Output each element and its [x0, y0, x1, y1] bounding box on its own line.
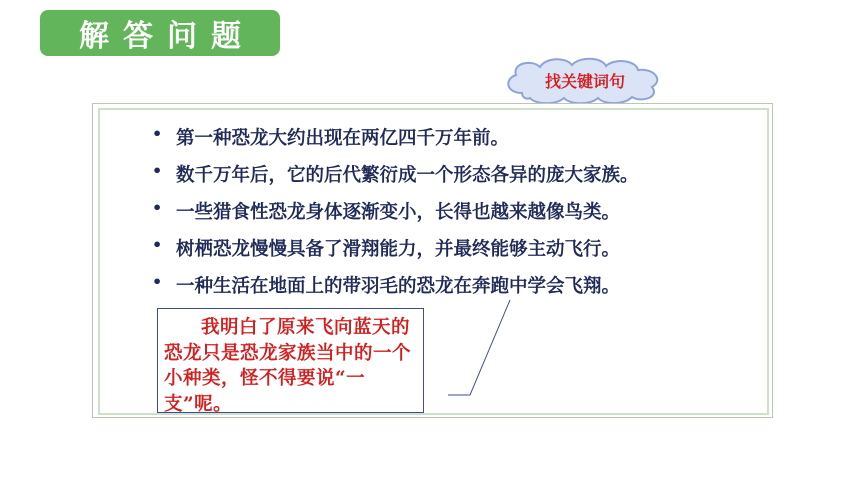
bullet-dot-icon: • [152, 272, 163, 291]
section-title: 解答问题 [79, 19, 255, 54]
bullet-dot-icon: • [152, 124, 163, 143]
bullet-dot-icon: • [152, 161, 163, 180]
sentence-text: 一种生活在地面上的带羽毛的恐龙在奔跑中学会飞翔。 [176, 276, 621, 297]
bullet-dot-icon: • [152, 235, 163, 254]
note-text: 我明白了原来飞向蓝天的恐龙只是恐龙家族当中的一个小种类，怪不得要说“一支”呢。 [164, 317, 412, 415]
sentence-text: 一些猎食性恐龙身体逐渐变小，长得也越来越像鸟类。 [176, 202, 621, 223]
sentence-text: 第一种恐龙大约出现在两亿四千万年前。 [176, 128, 510, 149]
sentence-text: 树栖恐龙慢慢具备了滑翔能力，并最终能够主动飞行。 [176, 239, 621, 260]
bullet-dot-icon: • [152, 198, 163, 217]
sentence-text: 数千万年后，它的后代繁衍成一个形态各异的庞大家族。 [176, 165, 639, 186]
note-box [157, 308, 424, 413]
callout-label: 找关键词句 [544, 71, 625, 91]
